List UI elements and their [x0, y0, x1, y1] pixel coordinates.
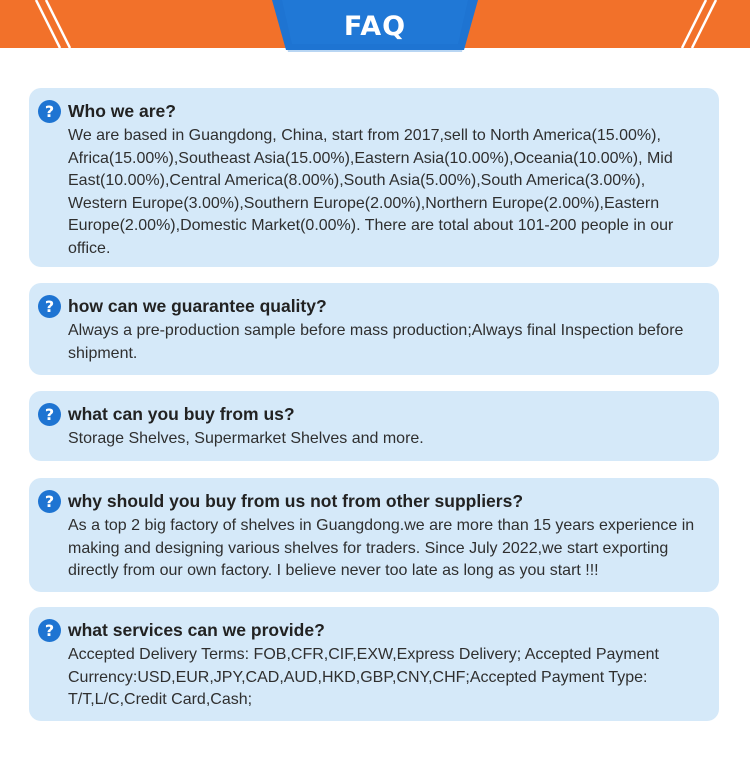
question-mark-icon: ? — [38, 490, 61, 513]
faq-question: how can we guarantee quality? — [68, 296, 327, 316]
faq-item-quality — [29, 283, 719, 375]
faq-header — [0, 0, 750, 56]
faq-question: Who we are? — [68, 101, 176, 121]
faq-question: what services can we provide? — [68, 620, 325, 640]
faq-question: what can you buy from us? — [68, 404, 295, 424]
question-mark-icon: ? — [38, 100, 61, 123]
faq-question: why should you buy from us not from other suppliers? — [68, 491, 524, 511]
question-mark-icon: ? — [38, 619, 61, 642]
faq-item-services — [29, 607, 719, 721]
question-mark-icon: ? — [38, 403, 61, 426]
faq-answer: As a top 2 big factory of shelves in Guangdong.we are more than 15 years experience in making and designing various shelves for traders. Since July 2022,we start exporting directly from our own factory. I believe never too late as long as you start !!! — [68, 517, 695, 579]
page-title: FAQ — [343, 11, 407, 42]
right-stripes — [680, 0, 720, 48]
left-stripes — [34, 0, 74, 48]
faq-answer: Accepted Delivery Terms: FOB,CFR,CIF,EXW,Express Delivery; Accepted Payment Currency:USD,EUR,JPY,CAD,AUD,HKD,GBP,CNY,CHF;Accepted Payment Type: T/T,L/C,Credit Card,Cash; — [68, 646, 659, 708]
faq-item-what-to-buy — [29, 391, 719, 461]
question-mark-icon: ? — [38, 295, 61, 318]
faq-item-who-we-are — [29, 88, 719, 267]
faq-item-why-us — [29, 478, 719, 592]
faq-answer: We are based in Guangdong, China, start from 2017,sell to North America(15.00%), Africa(15.00%),Southeast Asia(15.00%),Eastern Asia(10.00%),Oceania(10.00%), Mid East(10.00%),Central America(8.00%),South Asia(5.00%),South America(3.00%), Western Europe(3.00%),Southern Europe(2.00%),Northern Europe(2.00%),Eastern Europe(2.00%),Domestic Market(0.00%). There are total about 101-200 people in our office. — [68, 127, 674, 257]
faq-title-tab — [272, 0, 478, 56]
faq-answer: Storage Shelves, Supermarket Shelves and more. — [68, 430, 424, 447]
faq-answer: Always a pre-production sample before mass production;Always final Inspection before shipment. — [68, 322, 684, 362]
